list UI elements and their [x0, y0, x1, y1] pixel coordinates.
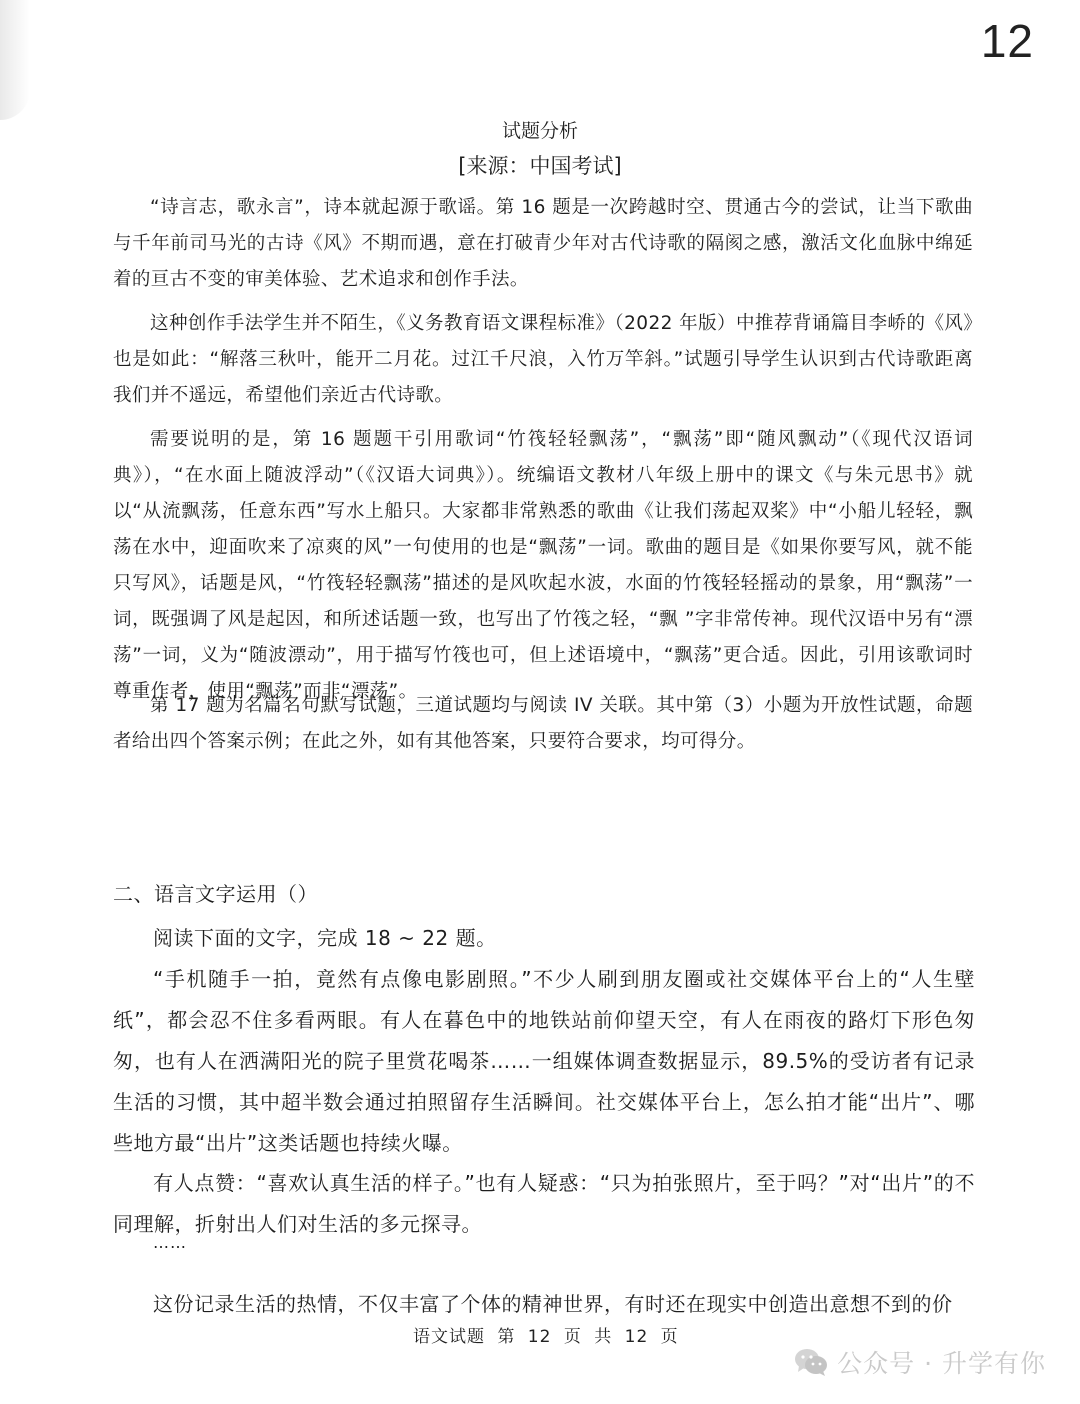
passage-paragraph: 有人点赞：“喜欢认真生活的样子。”也有人疑惑：“只为拍张照片，至于吗？”对“出片”的不同理解，折射出人们对生活的多元探寻。 [113, 1171, 975, 1236]
section-heading: 二、语言文字运用（） [113, 882, 318, 906]
analysis-title: 试题分析 [501, 120, 578, 142]
page-footer: 语文试题 第 12 页 共 12 页 [413, 1327, 679, 1347]
passage-paragraph: “手机随手一拍，竟然有点像电影剧照。”不少人刷到朋友圈或社交媒体平台上的“人生壁纸”，都会忍不住多看两眼。有人在暮色中的地铁站前仰望天空，有人在雨夜的路灯下形色匆匆，也有人在洒满阳光的院子里赏花喝茶……一组媒体调查数据显示，89.5%的受访者有记录生活的习惯，其中超半数会通过拍照留存生活瞬间。社交媒体平台上，怎么拍才能“出片”、哪些地方最“出片”这类话题也持续火曝。 [113, 967, 975, 1155]
passage-paragraph: 这份记录生活的热情，不仅丰富了个体的精神世界，有时还在现实中创造出意想不到的价 [153, 1292, 953, 1316]
analysis-paragraph: 需要说明的是，第 16 题题干引用歌词“竹筏轻轻飘荡”，“飘荡”即“随风飘动”（《现代汉语词典》），“在水面上随波浮动”（《汉语大词典》）。统编语文教材八年级上册中的课文《与朱元思书》就以“从流飘荡，任意东西”写水上船只。大家都非常熟悉的歌曲《让我们荡起双桨》中“小船儿轻轻，飘荡在水中，迎面吹来了凉爽的风”一句使用的也是“飘荡”一词。歌曲的题目是《如果你要写风，就不能只写风》，话题是风，“竹筏轻轻飘荡”描述的是风吹起水波，水面的竹筏轻轻摇动的景象，用“飘荡”一词，既强调了风是起因，和所述话题一致，也写出了竹筏之轻，“飘 ”字非常传神。现代汉语中另有“漂荡”一词，义为“随波漂动”，用于描写竹筏也可，但上述语境中，“飘荡”更合适。因此，引用该歌词时尊重作者，使用“飘荡”而非“漂荡”。 [113, 429, 973, 702]
passage-ellipsis: …… [153, 1233, 187, 1252]
analysis-paragraph: “诗言志，歌永言”，诗本就起源于歌谣。第 16 题是一次跨越时空、贯通古今的尝试，让当下歌曲与千年前司马光的古诗《风》不期而遇，意在打破青少年对古代诗歌的隔阂之感，激活文化血脉中绵延着的亘古不变的审美体验、艺术追求和创作手法。 [113, 197, 973, 290]
section-instruction: 阅读下面的文字，完成 18 ~ 22 题。 [153, 926, 497, 950]
analysis-paragraph: 第 17 题为名篇名句默写试题，三道试题均与阅读 IV 关联。其中第（3）小题为开放性试题，命题者给出四个答案示例；在此之外，如有其他答案，只要符合要求，均可得分。 [113, 695, 973, 752]
watermark-text: 公众号 · 升学有你 [837, 1349, 1046, 1378]
analysis-paragraph: 这种创作手法学生并不陌生，《义务教育语文课程标准》（2022 年版）中推荐背诵篇目李峤的《风》也是如此：“解落三秋叶，能开二月花。过江千尺浪，入竹万竿斜。”试题引导学生认识到古代诗歌距离我们并不遥远，希望他们亲近古代诗歌。 [113, 313, 973, 406]
page-curl [0, 0, 30, 120]
analysis-source: [来源：中国考试] [458, 154, 622, 178]
watermark [793, 1344, 1046, 1380]
wechat-icon [793, 1346, 829, 1378]
page-number: 12 [980, 15, 1034, 67]
